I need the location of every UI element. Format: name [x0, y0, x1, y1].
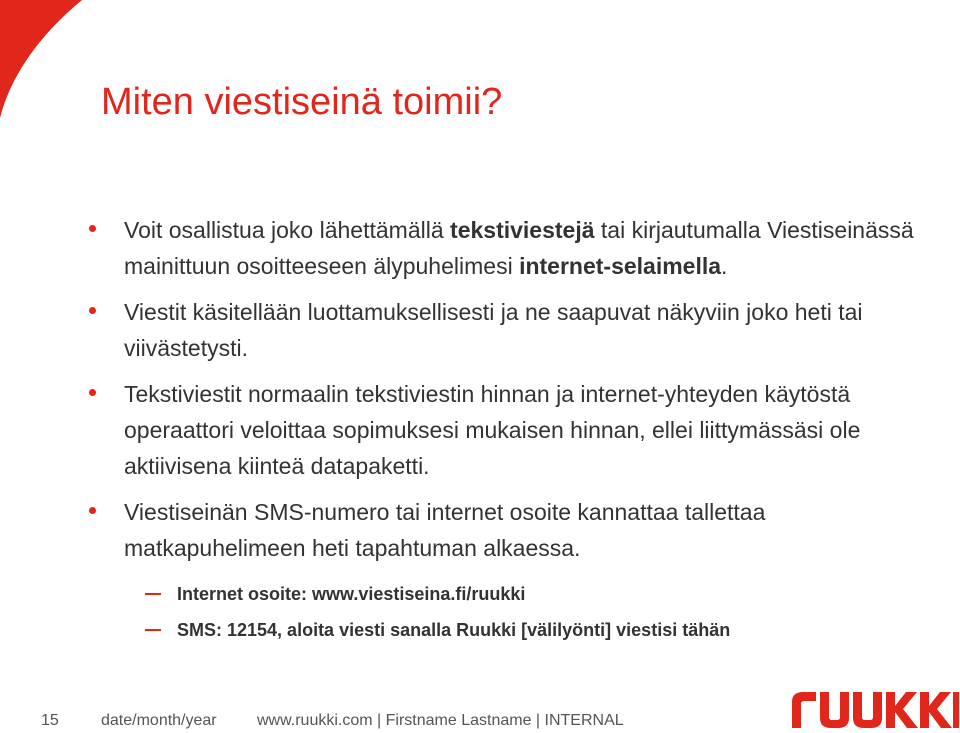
bullet-item — [85, 294, 945, 366]
bullet-text: Voit osallistua joko lähettämällä tekstiviestejä tai kirjautumalla Viestiseinässä mainittuun osoitteeseen älypuhelimesi internet-selaimella. — [124, 217, 914, 279]
sub-item-sms — [85, 612, 945, 648]
dash-icon — [145, 593, 161, 595]
page-number: 15 — [41, 712, 59, 729]
sub-item-internet-address — [85, 576, 945, 612]
bullet-dot-icon — [89, 389, 96, 396]
bullet-text: Viestit käsitellään luottamuksellisesti ja ne saapuvat näkyviin joko heti tai viivästetysti. — [124, 299, 863, 361]
footer-info: www.ruukki.com | Firstname Lastname | INTERNAL — [257, 712, 624, 729]
sub-item-text: SMS: 12154, aloita viesti sanalla Ruukki [välilyönti] viestisi tähän — [177, 620, 731, 640]
sub-item-text: Internet osoite: www.viestiseina.fi/ruukki — [177, 584, 526, 604]
slide-content — [85, 212, 945, 648]
footer-date: date/month/year — [101, 712, 217, 729]
slide-title: Miten viestiseinä toimii? — [101, 81, 503, 123]
bullet-text: Tekstiviestit normaalin tekstiviestin hinnan ja internet-yhteyden käytöstä operaattori veloittaa sopimuksesi mukaisen hinnan, ellei liittymässäsi ole aktiivisena kiinteä datapaketti. — [124, 381, 861, 479]
bullet-dot-icon — [89, 507, 96, 514]
bullet-dot-icon — [89, 225, 96, 232]
dash-icon — [145, 629, 161, 631]
bullet-item — [85, 212, 945, 284]
bullet-item — [85, 376, 945, 484]
bullet-dot-icon — [89, 307, 96, 314]
ruukki-logo-icon — [790, 690, 960, 730]
bullet-item — [85, 494, 945, 566]
bullet-text: Viestiseinän SMS-numero tai internet osoite kannattaa tallettaa matkapuhelimeen heti tapahtuman alkaessa. — [124, 499, 766, 561]
